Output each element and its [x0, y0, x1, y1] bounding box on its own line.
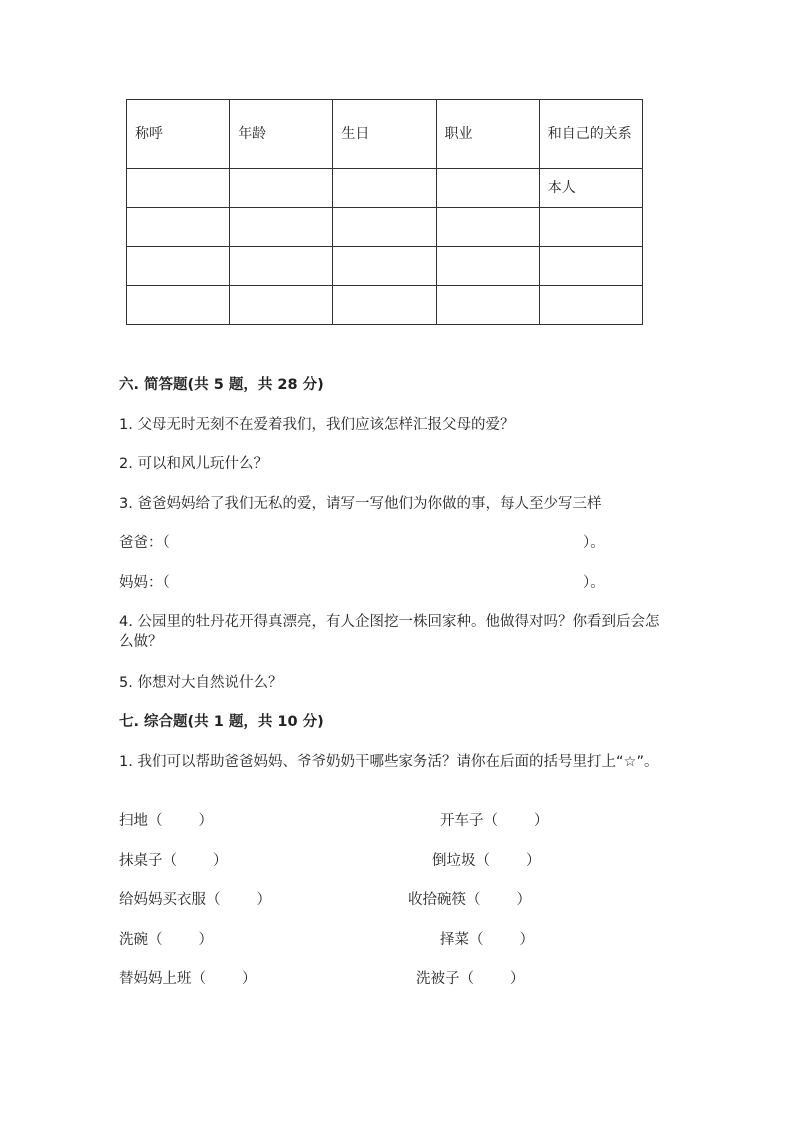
table-cell[interactable] [333, 286, 436, 325]
chore-label: 替妈妈上班（ [119, 971, 206, 987]
chore-item-left [119, 969, 257, 989]
table-row [127, 286, 643, 325]
table-cell[interactable] [333, 169, 436, 208]
section-7-heading: 七. 综合题(共 1 题，共 10 分) [119, 714, 324, 730]
table-cell[interactable] [436, 169, 539, 208]
chore-label: 扫地（ [119, 813, 163, 829]
table-cell[interactable] [333, 208, 436, 247]
chore-bracket-close: ） [198, 932, 213, 948]
chore-item-left [119, 890, 271, 910]
chore-item-left [119, 811, 213, 831]
chore-bracket-close: ） [516, 892, 531, 908]
table-cell[interactable] [539, 286, 642, 325]
question-6-2: 2. 可以和风儿玩什么？ [119, 456, 268, 472]
table-row [127, 169, 643, 208]
table-cell[interactable] [333, 247, 436, 286]
chore-bracket-close: ） [213, 853, 228, 869]
chore-label: 给妈妈买衣服（ [119, 892, 221, 908]
chore-item-right [440, 811, 549, 831]
chore-bracket-close: ） [198, 813, 213, 829]
chore-item-right [432, 851, 541, 871]
table-cell[interactable] [436, 208, 539, 247]
dad-answer-close: ）。 [583, 535, 605, 551]
table-cell[interactable] [539, 247, 642, 286]
table-cell[interactable] [436, 286, 539, 325]
chore-label: 收拾碗筷（ [408, 892, 481, 908]
chore-item-right [440, 930, 534, 950]
mom-answer-label: 妈妈：（ [119, 575, 170, 591]
header-cell-birthday: 生日 [333, 100, 436, 169]
header-cell-title: 称呼 [127, 100, 230, 169]
header-cell-relation: 和自己的关系 [539, 100, 642, 169]
chore-label: 择菜（ [440, 932, 484, 948]
table-cell[interactable] [127, 208, 230, 247]
chore-item-left [119, 851, 228, 871]
chore-bracket-close: ） [519, 932, 534, 948]
question-6-4: 4. 公园里的牡丹花开得真漂亮，有人企图挖一株回家种。他做得对吗？你看到后会怎么做？ [119, 614, 660, 650]
table-cell: 本人 [539, 169, 642, 208]
chore-label: 开车子（ [440, 813, 498, 829]
header-cell-job: 职业 [436, 100, 539, 169]
table-header-row [127, 100, 643, 169]
chore-label: 洗被子（ [416, 971, 474, 987]
table-cell[interactable] [127, 286, 230, 325]
table-cell[interactable] [230, 169, 333, 208]
chore-label: 倒垃圾（ [432, 853, 490, 869]
family-info-table [126, 99, 643, 325]
table-cell[interactable] [230, 247, 333, 286]
chore-bracket-close: ） [510, 971, 525, 987]
chore-bracket-close: ） [256, 892, 271, 908]
question-6-1: 1. 父母无时无刻不在爱着我们，我们应该怎样汇报父母的爱？ [119, 417, 515, 433]
question-7-1: 1. 我们可以帮助爸爸妈妈、爷爷奶奶干哪些家务活？请你在后面的括号里打上“☆”。 [119, 754, 659, 770]
table-cell[interactable] [230, 208, 333, 247]
table-cell[interactable] [230, 286, 333, 325]
chore-label: 抹桌子（ [119, 853, 177, 869]
question-6-5: 5. 你想对大自然说什么？ [119, 675, 283, 691]
table-row [127, 247, 643, 286]
chore-label: 洗碗（ [119, 932, 163, 948]
header-cell-age: 年龄 [230, 100, 333, 169]
table-cell[interactable] [127, 169, 230, 208]
chore-bracket-close: ） [526, 853, 541, 869]
chore-bracket-close: ） [242, 971, 257, 987]
table-row [127, 208, 643, 247]
section-6-heading: 六. 简答题(共 5 题，共 28 分) [119, 377, 324, 393]
chore-bracket-close: ） [534, 813, 549, 829]
mom-answer-close: ）。 [583, 575, 605, 591]
chore-item-left [119, 930, 213, 950]
chore-item-right [408, 890, 531, 910]
table-cell[interactable] [436, 247, 539, 286]
question-6-3: 3. 爸爸妈妈给了我们无私的爱，请写一写他们为你做的事，每人至少写三样 [119, 496, 602, 512]
chore-item-right [416, 969, 525, 989]
table-cell[interactable] [539, 208, 642, 247]
dad-answer-label: 爸爸：（ [119, 535, 170, 551]
table-cell[interactable] [127, 247, 230, 286]
